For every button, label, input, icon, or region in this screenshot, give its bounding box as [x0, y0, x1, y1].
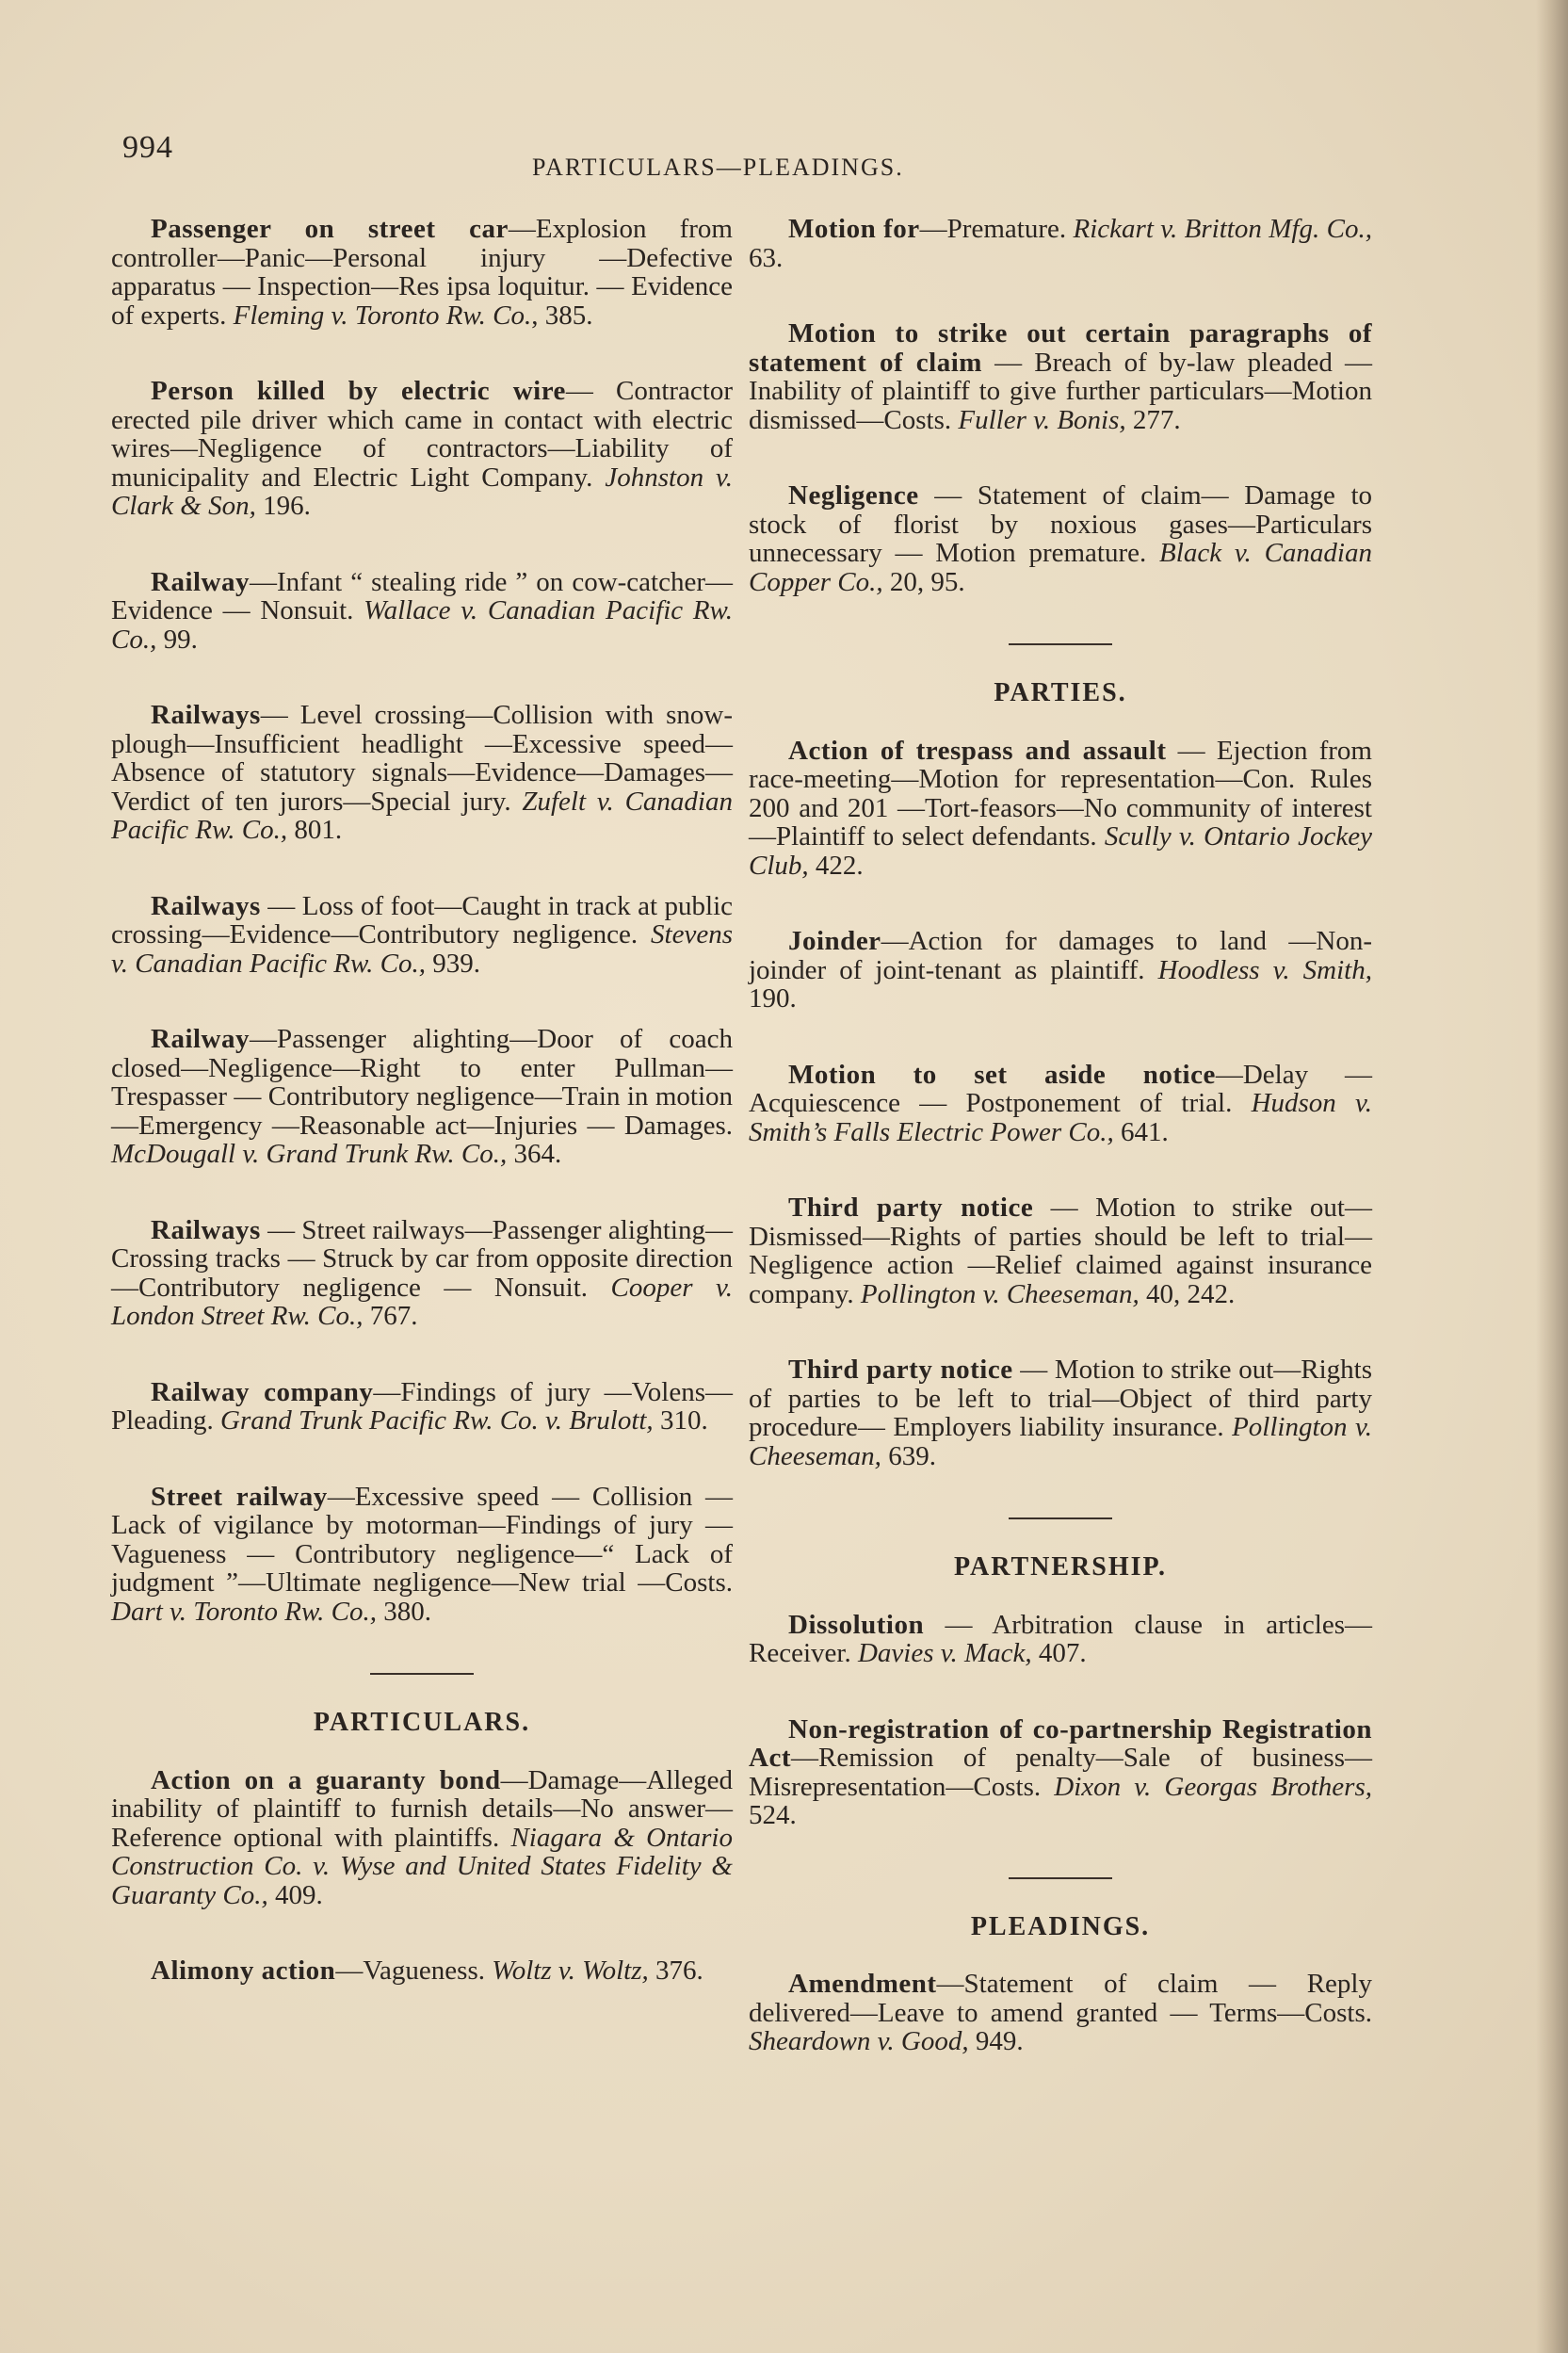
entry-heading: Action of trespass and assault	[788, 735, 1167, 766]
entry-body: —Remission of penalty—Sale of business—Misrepresentation—Costs.	[749, 1743, 1372, 1802]
digest-entry	[111, 215, 733, 330]
case-name: Pollington v. Cheeseman,	[749, 1412, 1372, 1471]
left-column	[111, 215, 733, 2033]
case-name: Sheardown v. Good,	[749, 2026, 969, 2056]
page-citation: 407.	[1031, 1638, 1087, 1668]
digest-entry	[111, 1766, 733, 1910]
digest-entry	[749, 215, 1372, 272]
case-name: Niagara & Ontario Construction Co. v. Wyse and United States Fidelity & Guaranty Co.,	[111, 1822, 733, 1910]
page-citation: 99.	[156, 624, 198, 655]
case-name: Stevens v. Canadian Pacific Rw. Co.,	[111, 919, 733, 979]
case-name: Zufelt v. Canadian Pacific Rw. Co.,	[111, 786, 733, 845]
entry-heading: Railway	[151, 1024, 250, 1054]
page-citation: 190.	[749, 983, 797, 1014]
entry-heading: Alimony action	[151, 1955, 336, 1986]
page-citation: 409.	[267, 1879, 323, 1910]
entry-heading: Railways	[151, 1214, 261, 1245]
page-citation: 310.	[653, 1405, 708, 1436]
case-name: Pollington v. Cheeseman,	[860, 1278, 1140, 1309]
digest-entry	[749, 927, 1372, 1014]
case-name: Davies v. Mack,	[857, 1638, 1032, 1668]
digest-entry	[749, 737, 1372, 881]
page-citation: 524.	[749, 1800, 797, 1830]
case-name: Wallace v. Canadian Pacific Rw. Co.,	[111, 595, 733, 655]
entry-body: —Explosion from controller—Panic—Personal injury —Defective apparatus — Inspection—Res ipsa loquitur. — Evidence of experts.	[111, 214, 733, 331]
entry-body: —Vagueness.	[335, 1955, 493, 1986]
entry-heading: Third party notice	[788, 1355, 1013, 1385]
section-heading: PARTICULARS.	[313, 1708, 531, 1737]
case-name: Johnston v. Clark & Son,	[111, 462, 733, 521]
digest-entry	[749, 1355, 1372, 1470]
entry-heading: Dissolution	[788, 1609, 925, 1640]
entry-body: — Contractor erected pile driver which came in contact with electric wires—Negligence of contractors—Liability of municipality and Electric Light Company.	[111, 376, 734, 493]
page-edge-shadow	[1536, 0, 1568, 2353]
section-heading: PARTIES.	[994, 678, 1127, 707]
page-citation: 380.	[377, 1596, 431, 1627]
entry-body: —Premature.	[919, 214, 1074, 244]
entry-body: — Level crossing—Collision with snow-plough—Insufficient headlight —Excessive speed—Absence of statutory signals—Evidence—Damages—Verdict of ten jurors—Special jury.	[111, 700, 733, 817]
case-name: Dixon v. Georgas Brothers,	[1054, 1771, 1372, 1802]
page-citation: 639.	[881, 1440, 936, 1471]
page-citation: 801.	[287, 815, 343, 845]
digest-entry	[749, 1193, 1372, 1308]
entry-body: —Delay —Acquiescence — Postponement of trial.	[749, 1059, 1372, 1118]
page-citation: 939.	[426, 948, 480, 979]
digest-entry	[111, 568, 733, 655]
case-name: Dart v. Toronto Rw. Co.,	[111, 1596, 377, 1627]
page-citation: 949.	[968, 2026, 1024, 2056]
digest-entry	[111, 1956, 733, 1986]
entry-heading: Motion to set aside notice	[788, 1059, 1216, 1090]
section-divider	[1009, 1517, 1112, 1519]
page-citation: 422.	[808, 850, 864, 881]
case-name: Hoodless v. Smith,	[1157, 954, 1372, 985]
entry-heading: Person killed by electric wire	[151, 376, 566, 406]
digest-entry	[749, 1611, 1372, 1668]
page-citation: 376.	[648, 1955, 703, 1986]
entry-body: — Loss of foot—Caught in track at public crossing—Evidence—Contributory negligence.	[111, 890, 733, 949]
case-name: Hudson v. Smith’s Falls Electric Power Co.,	[749, 1088, 1372, 1147]
section-divider	[1009, 1877, 1112, 1879]
case-name: Fleming v. Toronto Rw. Co.	[233, 300, 532, 331]
digest-entry	[749, 1061, 1372, 1147]
page-citation: 277.	[1125, 404, 1181, 435]
entry-body: — Motion to strike out—Dismissed—Rights of parties should be left to trial—Negligence action —Relief claimed against insurance company.	[749, 1193, 1372, 1309]
page-citation: , 385.	[531, 300, 593, 331]
entry-body: — Breach of by-law pleaded — Inability of plaintiff to give further particulars—Motion dismissed—Costs.	[749, 347, 1372, 435]
entry-heading: Railways	[151, 700, 261, 730]
entry-body: —Damage—Alleged inability of plaintiff to furnish details—No answer—Reference optional with plaintiffs.	[111, 1764, 733, 1853]
page-number: 994	[122, 130, 173, 165]
entry-heading: Street railway	[151, 1481, 328, 1512]
entry-heading: Non-registration of co-partnership Registration Act	[749, 1713, 1372, 1773]
entry-body: — Ejection from race-meeting—Motion for representation—Con. Rules 200 and 201 —Tort-feasors—No community of interest—Plaintiff to select defendants.	[749, 735, 1372, 852]
running-head: PARTICULARS—PLEADINGS.	[532, 154, 904, 181]
entry-heading: Joinder	[788, 926, 881, 956]
entry-body: — Arbitration clause in articles—Receiver.	[749, 1609, 1372, 1668]
entry-body: —Action for damages to land —Non-joinder of joint-tenant as plaintiff.	[749, 926, 1372, 985]
digest-entry	[749, 1715, 1372, 1830]
entry-body: — Motion to strike out—Rights of parties to be left to trial—Object of third party procedure— Employers liability insurance.	[749, 1355, 1373, 1442]
section-heading: PLEADINGS.	[970, 1911, 1151, 1941]
digest-entry	[749, 481, 1372, 596]
page-citation: 63.	[749, 242, 784, 273]
entry-heading: Railway company	[151, 1376, 374, 1407]
digest-entry	[111, 1483, 733, 1627]
digest-entry	[111, 1025, 733, 1169]
section-heading: PARTNERSHIP.	[953, 1552, 1168, 1582]
entry-heading: Passenger on street car	[151, 214, 509, 244]
entry-heading: Amendment	[788, 1969, 937, 1999]
section-divider	[1009, 643, 1112, 645]
entry-heading: Negligence	[788, 480, 919, 511]
entry-body: —Passenger alighting—Door of coach closed—Negligence—Right to enter Pullman—Trespasser — Contributory negligence—Train in motion—Emergency —Reasonable act—Injuries — Damages.	[111, 1024, 733, 1141]
case-name: Woltz v. Woltz,	[492, 1955, 649, 1986]
right-column	[749, 215, 1372, 2103]
page-citation: 40, 242.	[1139, 1278, 1236, 1309]
digest-entry	[111, 701, 733, 845]
entry-body: —Infant “ stealing ride ” on cow-catcher—Evidence — Nonsuit.	[111, 566, 733, 625]
entry-body: —Excessive speed — Collision — Lack of vigilance by motorman—Findings of jury — Vagueness — Contributory negligence—“ Lack of judgment ”—Ultimate negligence—New trial —Costs.	[111, 1481, 733, 1598]
digest-entry	[111, 377, 733, 521]
page-citation: 364.	[507, 1139, 562, 1169]
entry-heading: Action on a guaranty bond	[151, 1764, 501, 1795]
digest-entry	[111, 1378, 733, 1436]
entry-heading: Motion for	[788, 214, 920, 244]
entry-heading: Third party notice	[788, 1193, 1034, 1223]
case-name: Scully v. Ontario Jockey Club,	[749, 821, 1372, 881]
page-citation: 641.	[1113, 1116, 1169, 1147]
case-name: Grand Trunk Pacific Rw. Co. v. Brulott,	[220, 1405, 654, 1436]
case-name: McDougall v. Grand Trunk Rw. Co.,	[111, 1139, 508, 1169]
entry-body: — Street railways—Passenger alighting—Crossing tracks — Struck by car from opposite direction—Contributory negligence — Nonsuit.	[111, 1214, 733, 1303]
page-citation: 767.	[363, 1301, 418, 1331]
digest-entry	[111, 892, 733, 979]
case-name: Black v. Canadian Copper Co.,	[749, 538, 1372, 597]
entry-body: —Findings of jury —Volens—Pleading.	[111, 1376, 733, 1436]
case-name: Rickart v. Britton Mfg. Co.,	[1073, 214, 1372, 244]
entry-heading: Railways	[151, 890, 261, 921]
digest-entry	[749, 1970, 1372, 2056]
page-citation: 196.	[255, 491, 311, 521]
case-name: Cooper v. London Street Rw. Co.,	[111, 1272, 733, 1331]
entry-heading: Railway	[151, 566, 250, 597]
section-divider	[370, 1673, 474, 1675]
case-name: Fuller v. Bonis,	[958, 404, 1126, 435]
entry-body: — Statement of claim— Damage to stock of florist by noxious gases—Particulars unnecessary — Motion premature.	[749, 480, 1372, 568]
page-citation: 20, 95.	[882, 566, 965, 597]
digest-entry	[749, 319, 1372, 434]
entry-heading: Motion to strike out certain paragraphs of statement of claim	[749, 318, 1372, 378]
digest-entry	[111, 1216, 733, 1331]
entry-body: —Statement of claim — Reply delivered—Leave to amend granted — Terms—Costs.	[749, 1969, 1372, 2028]
